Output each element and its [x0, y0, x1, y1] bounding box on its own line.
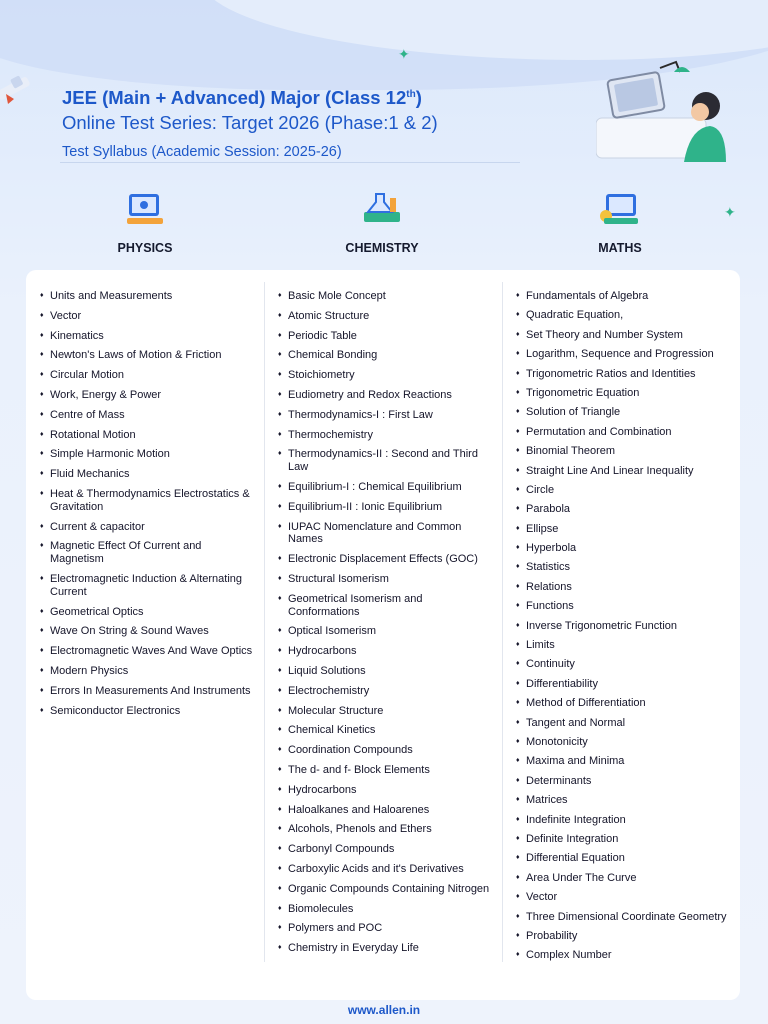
- topic-item: ♦ Trigonometric Ratios and Identities: [516, 368, 731, 381]
- topic-item: ♦ Electromagnetic Waves And Wave Optics: [40, 645, 255, 658]
- student-laptop-illustration: [596, 58, 726, 168]
- syllabus-card: [26, 270, 740, 1000]
- topic-item: ♦ Solution of Triangle: [516, 406, 731, 419]
- topic-item: ♦ Functions: [516, 600, 731, 613]
- chemistry-header: [302, 190, 462, 255]
- physics-column: [40, 290, 255, 724]
- topic-item: ♦ Alcohols, Phenols and Ethers: [278, 823, 493, 836]
- topic-item: ♦ Indefinite Integration: [516, 814, 731, 827]
- topic-item: ♦ Method of Differentiation: [516, 697, 731, 710]
- topic-item: ♦ Maxima and Minima: [516, 755, 731, 768]
- topic-item: ♦ Structural Isomerism: [278, 573, 493, 586]
- topic-item: ♦ Electromagnetic Induction & Alternating Current: [40, 573, 255, 599]
- sparkle-icon: ✦: [724, 204, 736, 220]
- topic-item: ♦ Thermodynamics-II : Second and Third Law: [278, 448, 493, 474]
- chemistry-column: [278, 290, 493, 962]
- topic-item: ♦ Chemical Kinetics: [278, 724, 493, 737]
- maths-column: [516, 290, 731, 969]
- topic-item: ♦ Permutation and Combination: [516, 426, 731, 439]
- topic-item: ♦ Atomic Structure: [278, 310, 493, 323]
- topic-item: ♦ Fluid Mechanics: [40, 468, 255, 481]
- topic-item: ♦ Chemical Bonding: [278, 349, 493, 362]
- pen-icon: [0, 66, 40, 106]
- topic-item: ♦ Binomial Theorem: [516, 445, 731, 458]
- topic-item: ♦ Polymers and POC: [278, 922, 493, 935]
- topic-item: ♦ Periodic Table: [278, 330, 493, 343]
- topic-item: ♦ Semiconductor Electronics: [40, 705, 255, 718]
- topic-item: ♦ Equilibrium-II : Ionic Equilibrium: [278, 501, 493, 514]
- topic-item: ♦ Chemistry in Everyday Life: [278, 942, 493, 955]
- topic-item: ♦ Hyperbola: [516, 542, 731, 555]
- topic-item: ♦ Modern Physics: [40, 665, 255, 678]
- topic-item: ♦ Statistics: [516, 561, 731, 574]
- topic-item: ♦ Errors In Measurements And Instruments: [40, 685, 255, 698]
- topic-item: ♦ Differentiability: [516, 678, 731, 691]
- topic-item: ♦ Geometrical Optics: [40, 606, 255, 619]
- topic-item: ♦ Units and Measurements: [40, 290, 255, 303]
- topic-item: ♦ Circular Motion: [40, 369, 255, 382]
- topic-item: ♦ Liquid Solutions: [278, 665, 493, 678]
- physics-header: [65, 190, 225, 255]
- topic-item: ♦ Stoichiometry: [278, 369, 493, 382]
- topic-item: ♦ Rotational Motion: [40, 429, 255, 442]
- topic-item: ♦ Tangent and Normal: [516, 717, 731, 730]
- topic-item: ♦ Ellipse: [516, 523, 731, 536]
- topic-item: ♦ Vector: [516, 891, 731, 904]
- topic-item: ♦ Coordination Compounds: [278, 744, 493, 757]
- maths-header: [540, 190, 700, 255]
- session-line: Test Syllabus (Academic Session: 2025-26): [62, 144, 342, 161]
- topic-item: ♦ Fundamentals of Algebra: [516, 290, 731, 303]
- topic-item: ♦ Definite Integration: [516, 833, 731, 846]
- topic-item: ♦ Vector: [40, 310, 255, 323]
- page-subtitle: Online Test Series: Target 2026 (Phase:1 & 2): [62, 112, 438, 134]
- topic-item: ♦ Simple Harmonic Motion: [40, 448, 255, 461]
- topic-item: ♦ Set Theory and Number System: [516, 329, 731, 342]
- topic-item: ♦ Hydrocarbons: [278, 645, 493, 658]
- topic-item: ♦ Inverse Trigonometric Function: [516, 620, 731, 633]
- maths-label: MATHS: [598, 241, 642, 255]
- topic-item: ♦ Biomolecules: [278, 903, 493, 916]
- topic-item: ♦ Trigonometric Equation: [516, 387, 731, 400]
- topic-item: ♦ IUPAC Nomenclature and Common Names: [278, 521, 493, 547]
- topic-item: ♦ Parabola: [516, 503, 731, 516]
- topic-item: ♦ Newton's Laws of Motion & Friction: [40, 349, 255, 362]
- topic-item: ♦ Quadratic Equation,: [516, 309, 731, 322]
- topic-item: ♦ Monotonicity: [516, 736, 731, 749]
- physics-label: PHYSICS: [117, 241, 173, 255]
- column-divider: [264, 282, 265, 962]
- topic-item: ♦ Work, Energy & Power: [40, 389, 255, 402]
- topic-item: ♦ The d- and f- Block Elements: [278, 764, 493, 777]
- topic-item: ♦ Probability: [516, 930, 731, 943]
- chemistry-icon: [360, 190, 404, 230]
- topic-item: ♦ Thermochemistry: [278, 429, 493, 442]
- topic-item: ♦ Electronic Displacement Effects (GOC): [278, 553, 493, 566]
- topic-item: ♦ Current & capacitor: [40, 521, 255, 534]
- topic-item: ♦ Electrochemistry: [278, 685, 493, 698]
- topic-item: ♦ Differential Equation: [516, 852, 731, 865]
- topic-item: ♦ Carboxylic Acids and it's Derivatives: [278, 863, 493, 876]
- topic-item: ♦ Determinants: [516, 775, 731, 788]
- topic-item: ♦ Molecular Structure: [278, 705, 493, 718]
- topic-item: ♦ Basic Mole Concept: [278, 290, 493, 303]
- topic-item: ♦ Logarithm, Sequence and Progression: [516, 348, 731, 361]
- chemistry-label: CHEMISTRY: [345, 241, 419, 255]
- topic-item: ♦ Centre of Mass: [40, 409, 255, 422]
- topic-item: ♦ Equilibrium-I : Chemical Equilibrium: [278, 481, 493, 494]
- maths-topic-list: [516, 290, 731, 962]
- topic-item: ♦ Wave On String & Sound Waves: [40, 625, 255, 638]
- topic-item: ♦ Geometrical Isomerism and Conformations: [278, 593, 493, 619]
- topic-item: ♦ Limits: [516, 639, 731, 652]
- topic-item: ♦ Thermodynamics-I : First Law: [278, 409, 493, 422]
- topic-item: ♦ Complex Number: [516, 949, 731, 962]
- topic-item: ♦ Haloalkanes and Haloarenes: [278, 804, 493, 817]
- topic-item: ♦ Hydrocarbons: [278, 784, 493, 797]
- page-title: JEE (Main + Advanced) Major (Class 12th): [62, 87, 422, 109]
- topic-item: ♦ Organic Compounds Containing Nitrogen: [278, 883, 493, 896]
- topic-item: ♦ Matrices: [516, 794, 731, 807]
- sparkle-icon: ✦: [398, 46, 410, 62]
- topic-item: ♦ Continuity: [516, 658, 731, 671]
- topic-item: ♦ Heat & Thermodynamics Electrostatics & Gravitation: [40, 488, 255, 514]
- page-header: [62, 84, 562, 161]
- column-divider: [502, 282, 503, 962]
- topic-item: ♦ Kinematics: [40, 330, 255, 343]
- topic-item: ♦ Magnetic Effect Of Current and Magnetism: [40, 540, 255, 566]
- topic-item: ♦ Carbonyl Compounds: [278, 843, 493, 856]
- topic-item: ♦ Eudiometry and Redox Reactions: [278, 389, 493, 402]
- topic-item: ♦ Optical Isomerism: [278, 625, 493, 638]
- topic-item: ♦ Straight Line And Linear Inequality: [516, 465, 731, 478]
- maths-icon: [598, 190, 642, 230]
- physics-topic-list: [40, 290, 255, 717]
- topic-item: ♦ Area Under The Curve: [516, 872, 731, 885]
- topic-item: ♦ Three Dimensional Coordinate Geometry: [516, 911, 731, 924]
- website-link[interactable]: www.allen.in: [347, 1003, 421, 1017]
- topic-item: ♦ Relations: [516, 581, 731, 594]
- physics-icon: [123, 190, 167, 230]
- topic-item: ♦ Circle: [516, 484, 731, 497]
- header-divider: [60, 162, 520, 163]
- chemistry-topic-list: [278, 290, 493, 955]
